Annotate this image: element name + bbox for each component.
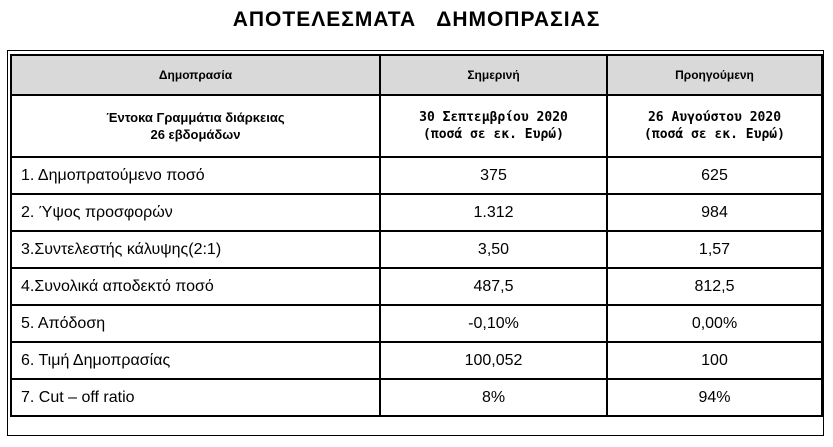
row-current-value: 375 — [380, 157, 607, 194]
subheader-current — [380, 95, 607, 157]
row-current-value: 3,50 — [380, 231, 607, 268]
subheader-instrument — [11, 95, 380, 157]
row-label: 5. Απόδοση — [11, 305, 380, 342]
subheader-previous — [607, 95, 822, 157]
row-previous-value: 94% — [607, 379, 822, 416]
page-title: ΑΠΟΤΕΛΕΣΜΑΤΑ ΔΗΜΟΠΡΑΣΙΑΣ — [232, 8, 601, 31]
table-row — [11, 305, 822, 342]
header-previous: Προηγούμενη — [607, 55, 822, 95]
row-current-value: 100,052 — [380, 342, 607, 379]
table-row — [11, 379, 822, 416]
row-previous-value: 625 — [607, 157, 822, 194]
row-previous-value: 0,00% — [607, 305, 822, 342]
row-label: 2. Ύψος προσφορών — [11, 194, 380, 231]
table-row — [11, 342, 822, 379]
current-date: 30 Σεπτεμβρίου 2020 — [419, 110, 568, 125]
row-previous-value: 100 — [607, 342, 822, 379]
instrument-duration: 26 εβδομάδων — [150, 127, 241, 142]
table-subheader-row — [11, 95, 822, 157]
table-row — [11, 231, 822, 268]
row-label: 3.Συντελεστής κάλυψης(2:1) — [11, 231, 380, 268]
table-row — [11, 268, 822, 305]
table-row — [11, 157, 822, 194]
previous-date: 26 Αυγούστου 2020 — [647, 110, 782, 125]
row-previous-value: 984 — [607, 194, 822, 231]
row-label: 4.Συνολικά αποδεκτό ποσό — [11, 268, 380, 305]
current-units: (ποσά σε εκ. Ευρώ) — [423, 127, 564, 142]
table-header-row — [11, 55, 822, 95]
row-previous-value: 812,5 — [607, 268, 822, 305]
instrument-name: Έντοκα Γραμμάτια διάρκειας — [106, 110, 285, 125]
row-current-value: 487,5 — [380, 268, 607, 305]
auction-results-table — [10, 54, 823, 417]
header-auction: Δημοπρασία — [11, 55, 380, 95]
table-row — [11, 194, 822, 231]
row-label: 1. Δημοπρατούμενο ποσό — [11, 157, 380, 194]
previous-units: (ποσά σε εκ. Ευρώ) — [644, 127, 785, 142]
header-current: Σημερινή — [380, 55, 607, 95]
row-current-value: 8% — [380, 379, 607, 416]
row-label: 7. Cut – off ratio — [11, 379, 380, 416]
row-previous-value: 1,57 — [607, 231, 822, 268]
row-current-value: -0,10% — [380, 305, 607, 342]
row-label: 6. Τιμή Δημοπρασίας — [11, 342, 380, 379]
row-current-value: 1.312 — [380, 194, 607, 231]
